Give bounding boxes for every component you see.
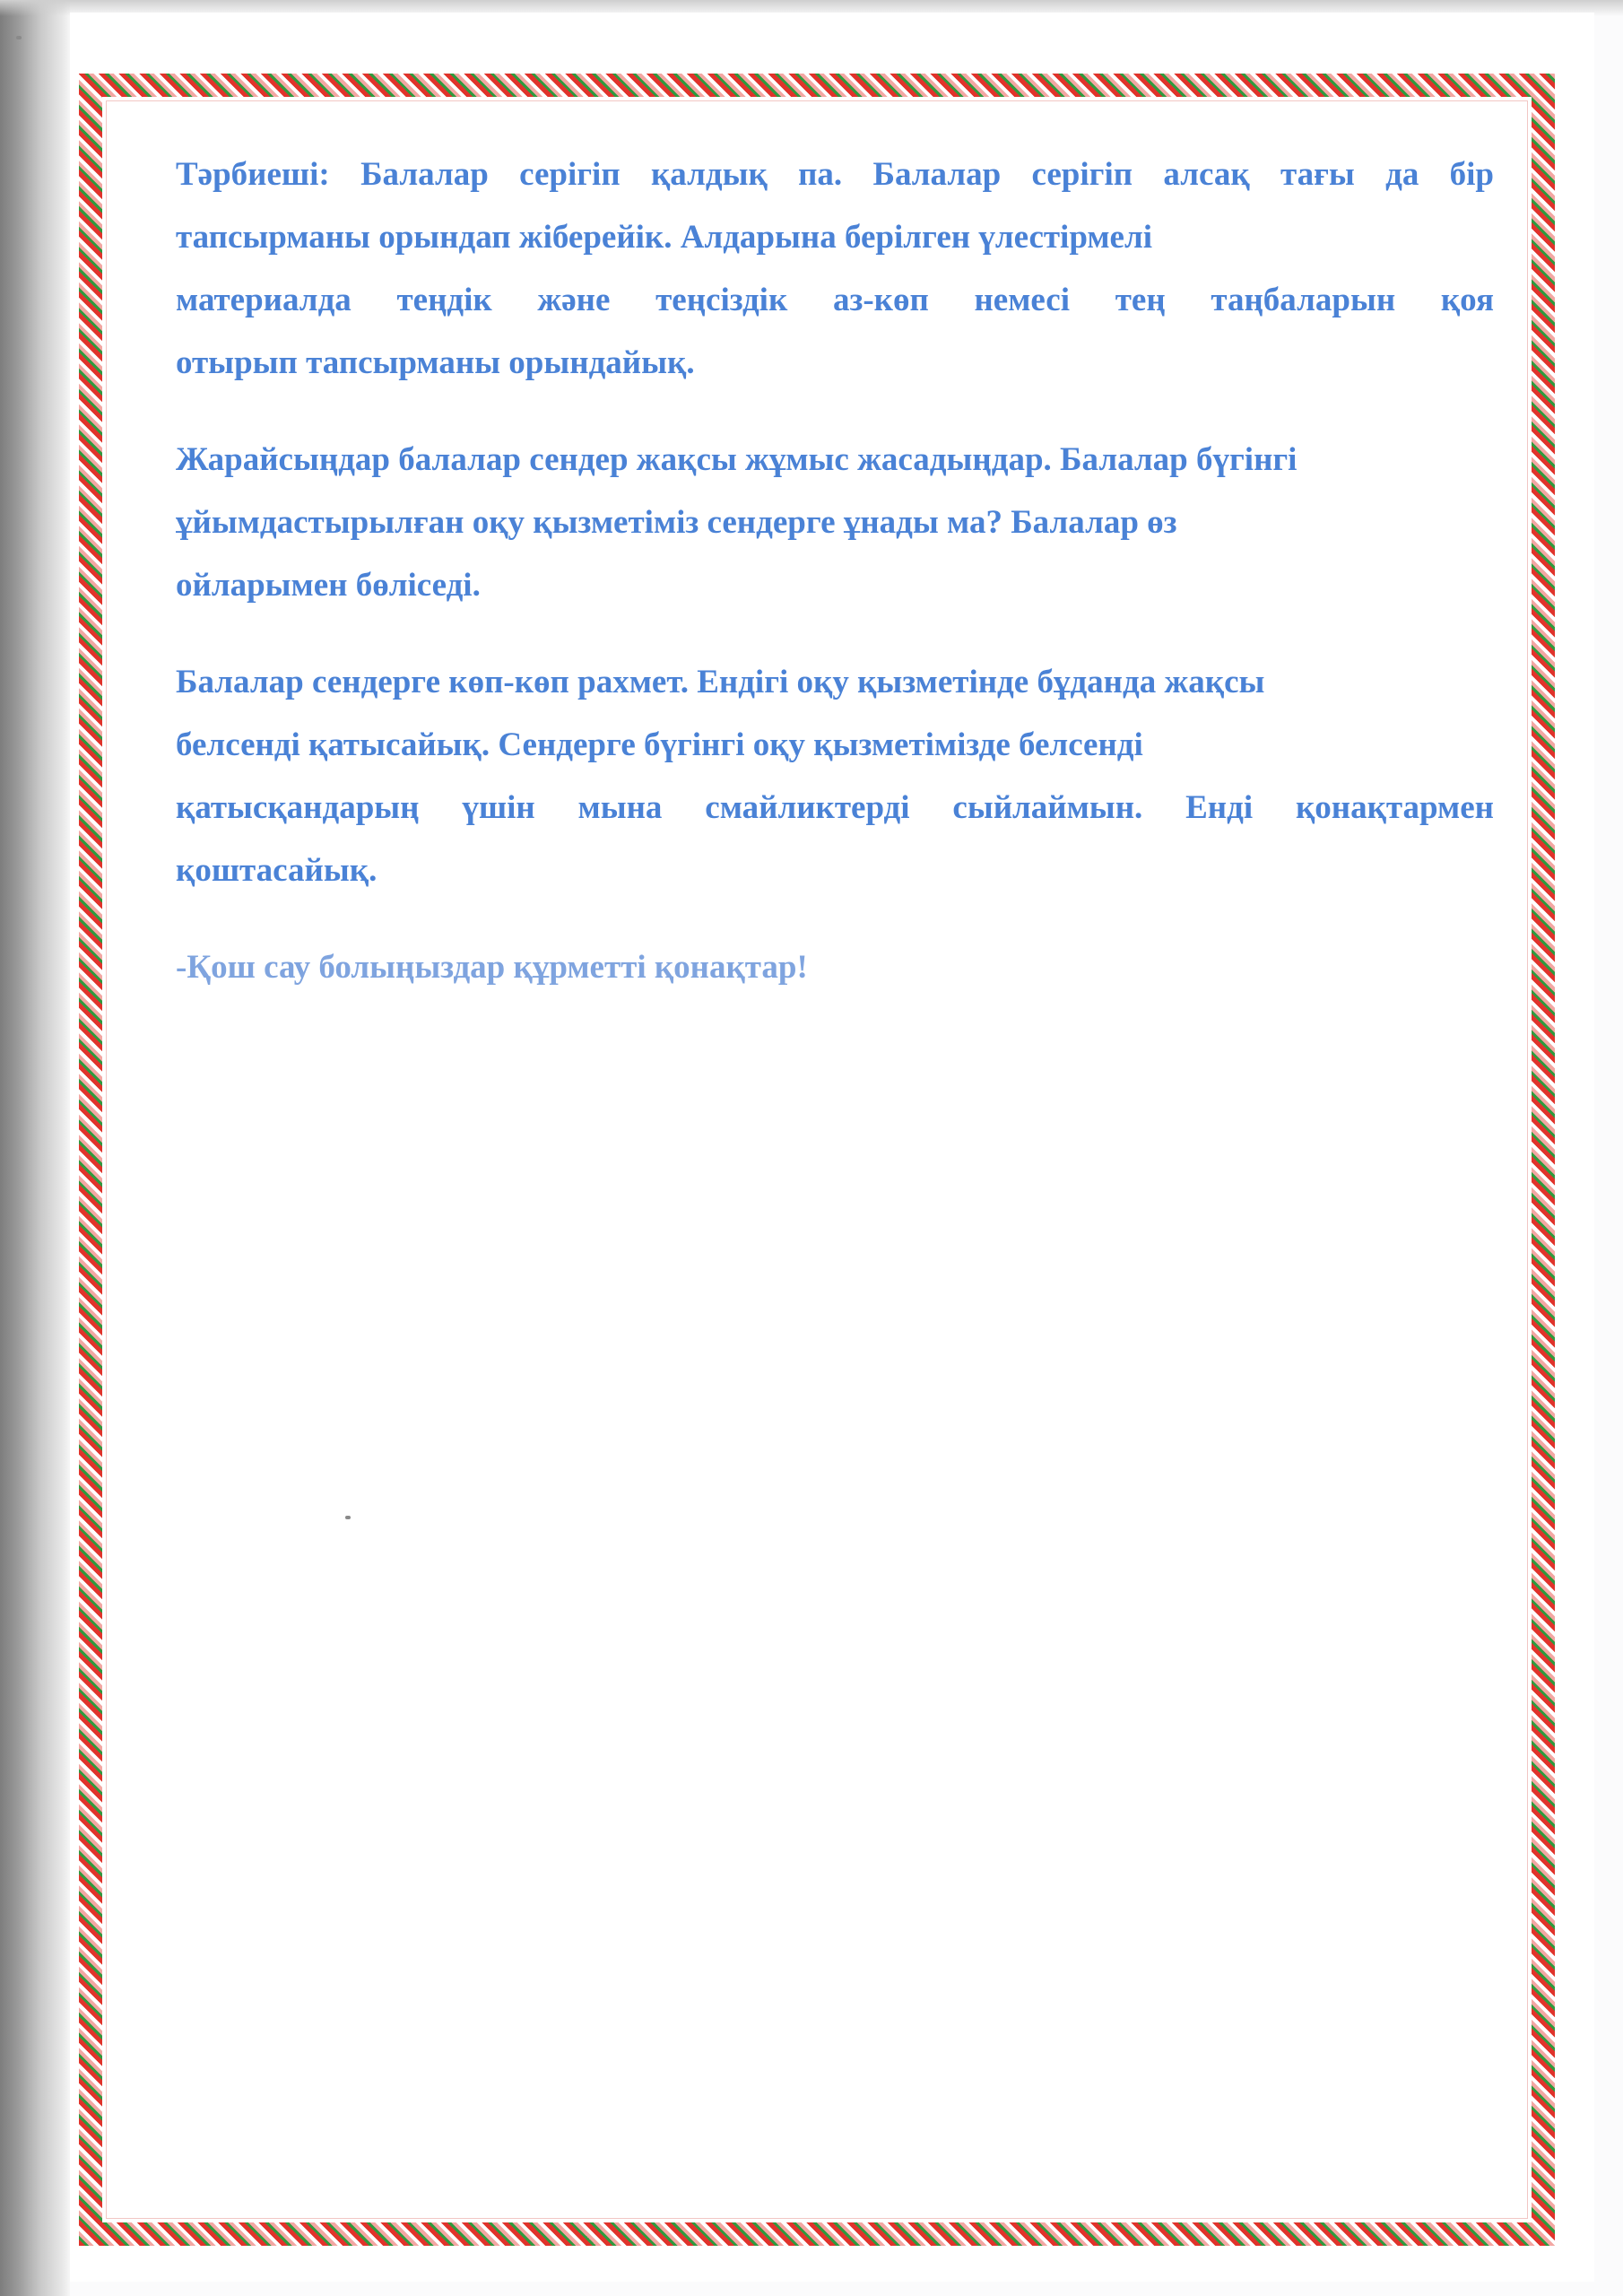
text-line: Балалар сендерге көп-көп рахмет. Ендігі оқу қызметінде бұданда жақсы	[176, 664, 1265, 700]
text-line: -Қош сау болыңыздар құрметті қонақтар!	[176, 949, 808, 986]
text-line: ұйымдастырылған оқу қызметіміз сендерге ұнады ма? Балалар өз	[176, 504, 1177, 541]
scan-speck	[345, 1516, 351, 1519]
text-line: материалда теңдік және теңсіздік аз-көп немесі тең таңбаларын қоя	[176, 282, 1494, 318]
scanner-edge	[0, 0, 70, 2296]
text-line: тапсырманы орындап жіберейік. Алдарына берілген үлестірмелі	[176, 219, 1153, 256]
text-line: қатысқандарың үшін мына смайликтерді сыйлаймын. Енді қонақтармен	[176, 789, 1494, 826]
paragraph-3	[176, 651, 1494, 902]
paragraph-4	[176, 936, 1494, 999]
text-line: ойларымен бөліседі.	[176, 567, 481, 604]
text-line: Жарайсыңдар балалар сендер жақсы жұмыс жасадыңдар. Балалар бүгінгі	[176, 441, 1298, 478]
scan-speck	[16, 36, 22, 39]
paragraph-1	[176, 144, 1494, 395]
text-line: отырып тапсырманы орындайық.	[176, 344, 695, 381]
text-line: белсенді қатысайық. Сендерге бүгінгі оқу қызметімізде белсенді	[176, 726, 1143, 763]
paragraph-2	[176, 429, 1494, 617]
text-line: қоштасайық.	[176, 852, 378, 889]
document-body	[176, 144, 1494, 1033]
text-line: Тәрбиеші: Балалар серігіп қалдық па. Балалар серігіп алсақ тағы да бір	[176, 156, 1494, 193]
